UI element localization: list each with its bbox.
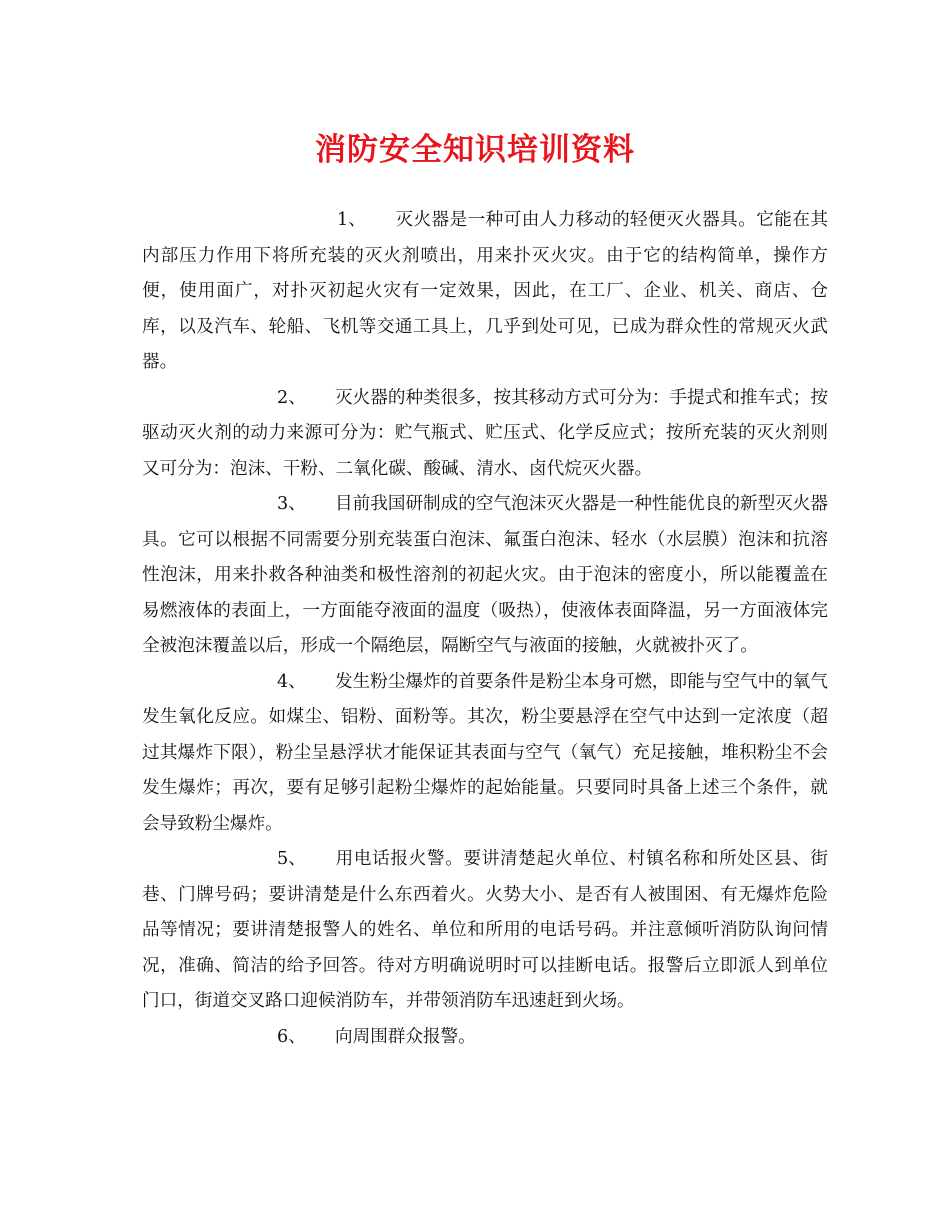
paragraph-number: 2、: [277, 387, 306, 408]
paragraph-5: [142, 842, 828, 1020]
paragraph-number: 6、: [277, 1026, 306, 1047]
paragraph-6: [142, 1020, 828, 1056]
paragraph-2: [142, 381, 828, 488]
paragraph-text: 向周围群众报警。: [335, 1026, 476, 1047]
paragraph-text: 灭火器是一种可由人力移动的轻便灭火器具。它能在其内部压力作用下将所充装的灭火剂喷出，用来扑灭火灾。由于它的结构简单，操作方便，使用面广，对扑灭初起火灾有一定效果，因此，在工厂、企业、机关、商店、仓库，以及汽车、轮船、飞机等交通工具上，几乎到处可见，已成为群众性的常规灭火武器。: [142, 210, 828, 372]
paragraph-number: 5、: [277, 849, 306, 869]
paragraph-number: 4、: [277, 671, 306, 692]
paragraph-number: 1、: [337, 210, 366, 230]
paragraph-number: 3、: [277, 494, 306, 514]
document-body: [142, 203, 828, 1055]
paragraph-text: 发生粉尘爆炸的首要条件是粉尘本身可燃，即能与空气中的氧气发生氧化反应。如煤尘、铝粉、面粉等。其次，粉尘要悬浮在空气中达到一定浓度（超过其爆炸下限），粉尘呈悬浮状才能保证其表面与空气（氧气）充足接触，堆积粉尘不会发生爆炸；再次，要有足够引起粉尘爆炸的起始能量。只要同时具备上述三个条件，就会导致粉尘爆炸。: [142, 671, 828, 834]
document-title: 消防安全知识培训资料: [315, 132, 635, 168]
paragraph-text: 目前我国研制成的空气泡沫灭火器是一种性能优良的新型灭火器具。它可以根据不同需要分别充装蛋白泡沫、氟蛋白泡沫、轻水（水层膜）泡沫和抗溶性泡沫，用来扑救各种油类和极性溶剂的初起火灾。由于泡沫的密度小，所以能覆盖在易燃液体的表面上，一方面能夺液面的温度（吸热），使液体表面降温，另一方面液体完全被泡沫覆盖以后，形成一个隔绝层，隔断空气与液面的接触，火就被扑灭了。: [142, 494, 828, 656]
paragraph-text: 灭火器的种类很多，按其移动方式可分为：手提式和推车式；按驱动灭火剂的动力来源可分为：贮气瓶式、贮压式、化学反应式；按所充装的灭火剂则又可分为：泡沫、干粉、二氧化碳、酸碱、清水、卤代烷灭火器。: [142, 387, 828, 479]
paragraph-4: [142, 665, 828, 843]
paragraph-text: 用电话报火警。要讲清楚起火单位、村镇名称和所处区县、街巷、门牌号码；要讲清楚是什么东西着火。火势大小、是否有人被围困、有无爆炸危险品等情况；要讲清楚报警人的姓名、单位和所用的电话号码。并注意倾听消防队询问情况，准确、简洁的给予回答。待对方明确说明时可以挂断电话。报警后立即派人到单位门口，街道交叉路口迎候消防车，并带领消防车迅速赶到火场。: [142, 849, 828, 1011]
paragraph-3: [142, 487, 828, 665]
paragraph-1: [142, 203, 828, 381]
